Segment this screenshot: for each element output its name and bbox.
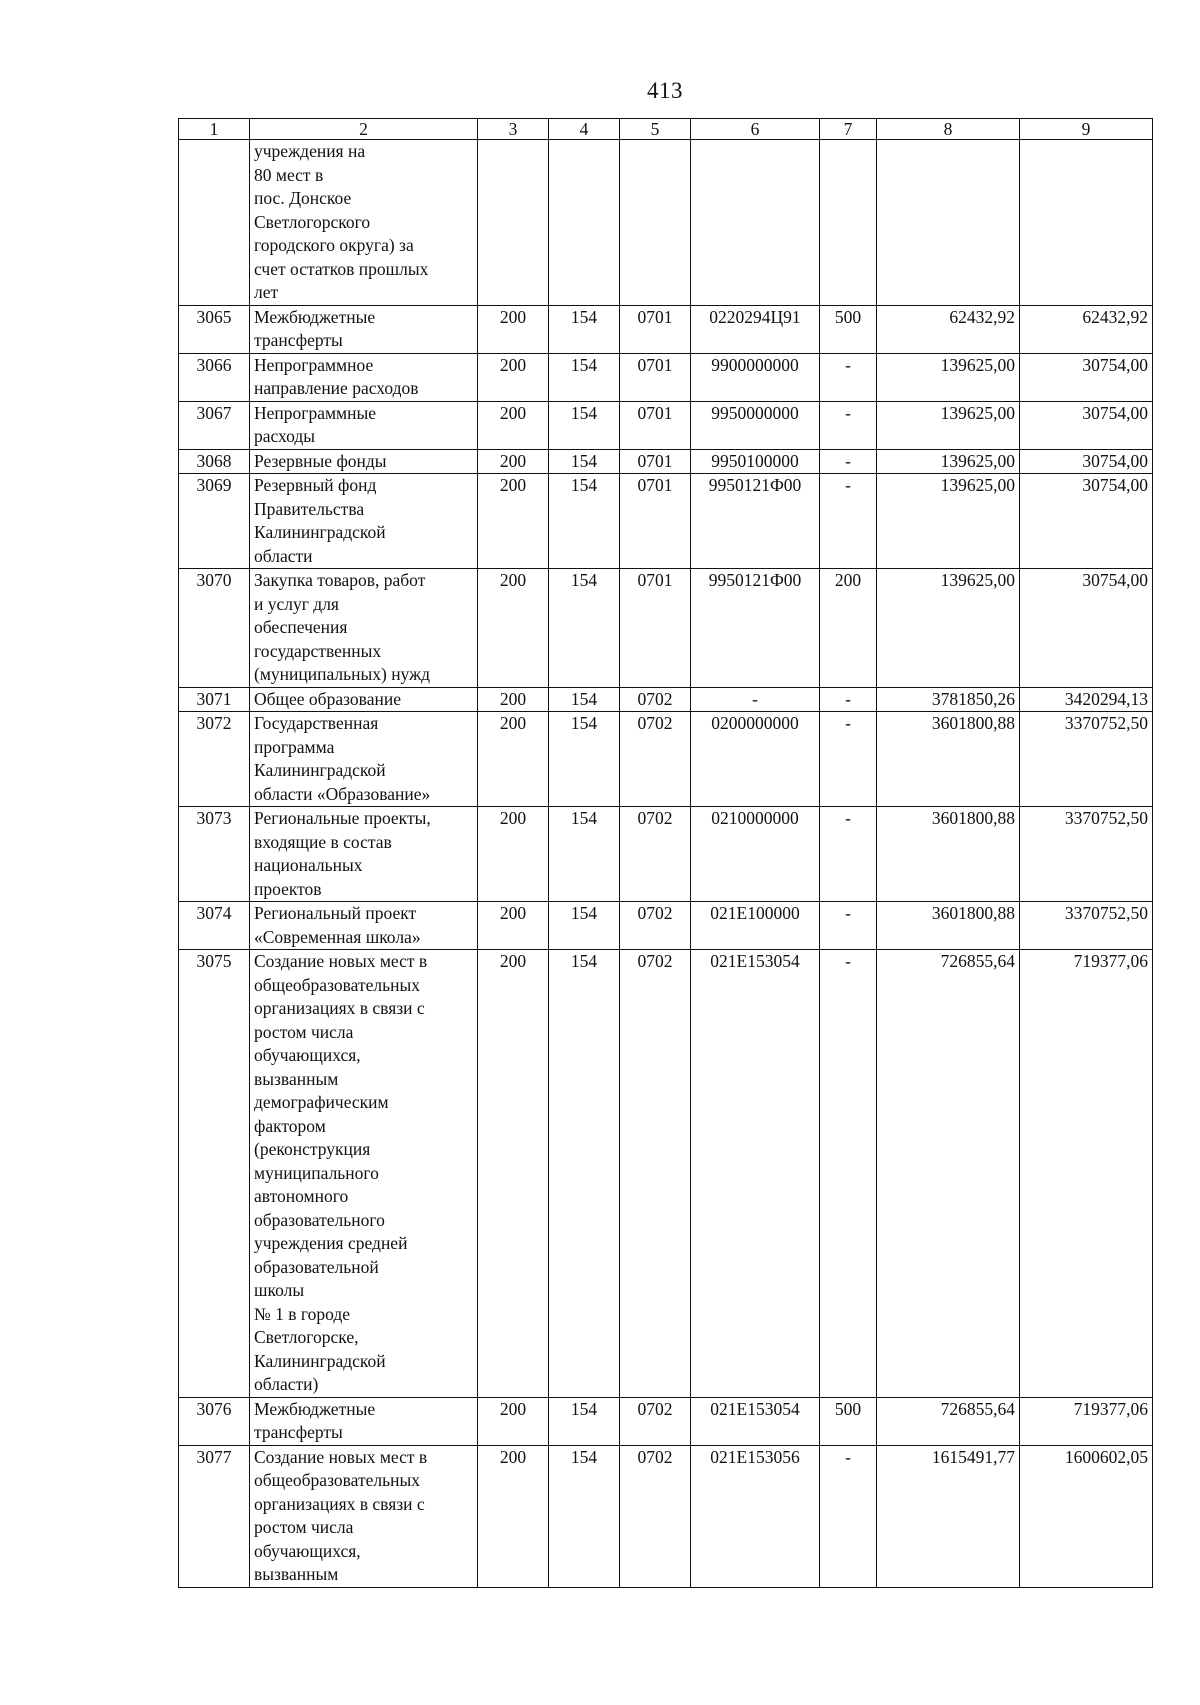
target-code-cell: 021Е153054: [691, 950, 820, 1398]
amount-col9-cell: 62432,92: [1020, 305, 1153, 353]
target-code-cell: 9900000000: [691, 353, 820, 401]
amount-col9-cell: 30754,00: [1020, 569, 1153, 688]
section-code-cell: 0701: [620, 569, 691, 688]
col3-cell: [478, 140, 549, 306]
table-row: [179, 569, 1153, 688]
col4-cell: 154: [549, 569, 620, 688]
section-code-cell: 0702: [620, 1397, 691, 1445]
amount-col9-cell: 3370752,50: [1020, 712, 1153, 807]
amount-col8-cell: [877, 140, 1020, 306]
section-code-cell: 0702: [620, 950, 691, 1398]
row-number-cell: 3070: [179, 569, 250, 688]
amount-col9-cell: 30754,00: [1020, 474, 1153, 569]
expense-name-cell: Создание новых мест в общеобразовательных организациях в связи с ростом числа обучающихся, вызванным демографическим фактором (реконструкция муниципального автономного образовательного учреждения средней образовательной школы № 1 в городе Светлогорске, Калининградской области): [250, 950, 478, 1398]
expense-name-cell: Общее образование: [250, 687, 478, 712]
expense-name-cell: Государственная программа Калининградской области «Образование»: [250, 712, 478, 807]
col4-cell: 154: [549, 474, 620, 569]
row-number-cell: 3076: [179, 1397, 250, 1445]
target-code-cell: 0200000000: [691, 712, 820, 807]
amount-col9-cell: [1020, 140, 1153, 306]
table-row: [179, 1445, 1153, 1587]
column-header: 5: [620, 119, 691, 140]
row-number-cell: 3074: [179, 902, 250, 950]
expense-type-cell: 500: [820, 1397, 877, 1445]
amount-col9-cell: 30754,00: [1020, 449, 1153, 474]
target-code-cell: 021Е153054: [691, 1397, 820, 1445]
expense-name-cell: Резервный фонд Правительства Калининградской области: [250, 474, 478, 569]
table-row: [179, 401, 1153, 449]
col3-cell: 200: [478, 401, 549, 449]
col4-cell: 154: [549, 902, 620, 950]
col3-cell: 200: [478, 902, 549, 950]
row-number-cell: 3077: [179, 1445, 250, 1587]
section-code-cell: 0701: [620, 474, 691, 569]
row-number-cell: 3073: [179, 807, 250, 902]
target-code-cell: 9950100000: [691, 449, 820, 474]
expense-type-cell: -: [820, 902, 877, 950]
row-number-cell: 3072: [179, 712, 250, 807]
expense-type-cell: -: [820, 950, 877, 1398]
expense-type-cell: -: [820, 449, 877, 474]
col4-cell: 154: [549, 687, 620, 712]
row-number-cell: 3067: [179, 401, 250, 449]
amount-col8-cell: 139625,00: [877, 401, 1020, 449]
amount-col9-cell: 3370752,50: [1020, 807, 1153, 902]
expense-type-cell: [820, 140, 877, 306]
column-header: 6: [691, 119, 820, 140]
section-code-cell: 0701: [620, 449, 691, 474]
expense-type-cell: -: [820, 712, 877, 807]
expense-type-cell: -: [820, 353, 877, 401]
amount-col8-cell: 3601800,88: [877, 712, 1020, 807]
expense-name-cell: Резервные фонды: [250, 449, 478, 474]
table-row: [179, 1397, 1153, 1445]
col3-cell: 200: [478, 474, 549, 569]
col4-cell: 154: [549, 1445, 620, 1587]
col4-cell: 154: [549, 449, 620, 474]
target-code-cell: 0220294Ц91: [691, 305, 820, 353]
target-code-cell: [691, 140, 820, 306]
row-number-cell: 3075: [179, 950, 250, 1398]
section-code-cell: 0702: [620, 902, 691, 950]
amount-col8-cell: 726855,64: [877, 1397, 1020, 1445]
target-code-cell: -: [691, 687, 820, 712]
target-code-cell: 021Е100000: [691, 902, 820, 950]
amount-col8-cell: 3601800,88: [877, 902, 1020, 950]
table-row: [179, 902, 1153, 950]
col3-cell: 200: [478, 807, 549, 902]
column-header: 4: [549, 119, 620, 140]
amount-col9-cell: 3420294,13: [1020, 687, 1153, 712]
expense-type-cell: -: [820, 474, 877, 569]
budget-table: [178, 118, 1153, 1588]
col4-cell: 154: [549, 353, 620, 401]
section-code-cell: 0702: [620, 807, 691, 902]
col4-cell: 154: [549, 401, 620, 449]
table-row: [179, 807, 1153, 902]
col3-cell: 200: [478, 1445, 549, 1587]
amount-col9-cell: 1600602,05: [1020, 1445, 1153, 1587]
col3-cell: 200: [478, 687, 549, 712]
section-code-cell: 0701: [620, 401, 691, 449]
amount-col8-cell: 139625,00: [877, 474, 1020, 569]
col4-cell: 154: [549, 807, 620, 902]
amount-col8-cell: 139625,00: [877, 449, 1020, 474]
col3-cell: 200: [478, 353, 549, 401]
target-code-cell: 9950121Ф00: [691, 569, 820, 688]
amount-col8-cell: 139625,00: [877, 353, 1020, 401]
col4-cell: 154: [549, 950, 620, 1398]
expense-type-cell: 200: [820, 569, 877, 688]
section-code-cell: 0701: [620, 353, 691, 401]
expense-name-cell: Региональные проекты, входящие в состав национальных проектов: [250, 807, 478, 902]
amount-col8-cell: 62432,92: [877, 305, 1020, 353]
col3-cell: 200: [478, 449, 549, 474]
row-number-cell: [179, 140, 250, 306]
expense-name-cell: учреждения на 80 мест в пос. Донское Светлогорского городского округа) за счет остатков прошлых лет: [250, 140, 478, 306]
expense-type-cell: -: [820, 1445, 877, 1587]
col4-cell: 154: [549, 1397, 620, 1445]
col3-cell: 200: [478, 950, 549, 1398]
table-row: [179, 140, 1153, 306]
expense-name-cell: Региональный проект «Современная школа»: [250, 902, 478, 950]
expense-name-cell: Создание новых мест в общеобразовательных организациях в связи с ростом числа обучающихся, вызванным: [250, 1445, 478, 1587]
amount-col9-cell: 3370752,50: [1020, 902, 1153, 950]
expense-name-cell: Непрограммные расходы: [250, 401, 478, 449]
row-number-cell: 3071: [179, 687, 250, 712]
expense-type-cell: -: [820, 807, 877, 902]
row-number-cell: 3065: [179, 305, 250, 353]
section-code-cell: [620, 140, 691, 306]
expense-type-cell: -: [820, 401, 877, 449]
amount-col8-cell: 3601800,88: [877, 807, 1020, 902]
col3-cell: 200: [478, 712, 549, 807]
amount-col9-cell: 719377,06: [1020, 1397, 1153, 1445]
amount-col8-cell: 1615491,77: [877, 1445, 1020, 1587]
header-row: [179, 119, 1153, 140]
column-header: 9: [1020, 119, 1153, 140]
target-code-cell: 021Е153056: [691, 1445, 820, 1587]
section-code-cell: 0701: [620, 305, 691, 353]
expense-name-cell: Межбюджетные трансферты: [250, 1397, 478, 1445]
table-row: [179, 305, 1153, 353]
table-row: [179, 950, 1153, 1398]
column-header: 3: [478, 119, 549, 140]
row-number-cell: 3068: [179, 449, 250, 474]
row-number-cell: 3066: [179, 353, 250, 401]
expense-name-cell: Непрограммное направление расходов: [250, 353, 478, 401]
amount-col8-cell: 3781850,26: [877, 687, 1020, 712]
page-number: 413: [647, 78, 683, 103]
section-code-cell: 0702: [620, 1445, 691, 1587]
col4-cell: 154: [549, 305, 620, 353]
section-code-cell: 0702: [620, 687, 691, 712]
expense-name-cell: Закупка товаров, работ и услуг для обеспечения государственных (муниципальных) нужд: [250, 569, 478, 688]
amount-col9-cell: 30754,00: [1020, 353, 1153, 401]
target-code-cell: 9950000000: [691, 401, 820, 449]
amount-col8-cell: 139625,00: [877, 569, 1020, 688]
amount-col8-cell: 726855,64: [877, 950, 1020, 1398]
table-row: [179, 687, 1153, 712]
col4-cell: 154: [549, 712, 620, 807]
amount-col9-cell: 30754,00: [1020, 401, 1153, 449]
col3-cell: 200: [478, 569, 549, 688]
column-header: 7: [820, 119, 877, 140]
section-code-cell: 0702: [620, 712, 691, 807]
table-row: [179, 449, 1153, 474]
column-header: 8: [877, 119, 1020, 140]
target-code-cell: 9950121Ф00: [691, 474, 820, 569]
col3-cell: 200: [478, 305, 549, 353]
column-header: 2: [250, 119, 478, 140]
expense-type-cell: 500: [820, 305, 877, 353]
col3-cell: 200: [478, 1397, 549, 1445]
col4-cell: [549, 140, 620, 306]
table-row: [179, 712, 1153, 807]
table-row: [179, 353, 1153, 401]
expense-name-cell: Межбюджетные трансферты: [250, 305, 478, 353]
expense-type-cell: -: [820, 687, 877, 712]
amount-col9-cell: 719377,06: [1020, 950, 1153, 1398]
table-row: [179, 474, 1153, 569]
target-code-cell: 0210000000: [691, 807, 820, 902]
row-number-cell: 3069: [179, 474, 250, 569]
column-header: 1: [179, 119, 250, 140]
